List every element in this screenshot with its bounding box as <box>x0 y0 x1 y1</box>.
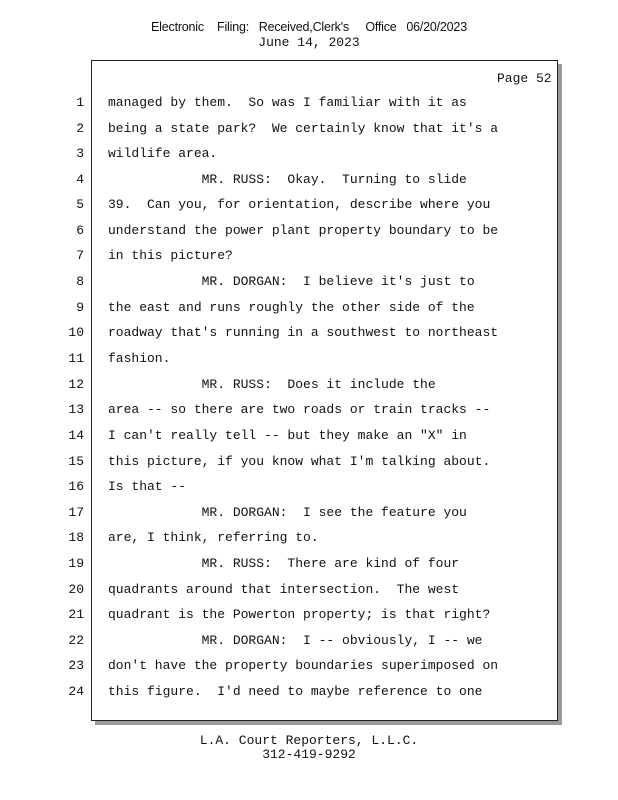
line-text: MR. RUSS: Does it include the <box>108 377 436 392</box>
line-text: managed by them. So was I familiar with it as <box>108 95 467 110</box>
line-text: quadrants around that intersection. The west <box>108 582 460 597</box>
line-text: MR. DORGAN: I see the feature you <box>108 505 467 520</box>
line-text: area -- so there are two roads or train tracks -- <box>108 402 491 417</box>
line-text: 39. Can you, for orientation, describe where you <box>108 197 491 212</box>
line-number: 21 <box>68 607 84 622</box>
line-number: 10 <box>68 325 84 340</box>
line-number: 19 <box>68 556 84 571</box>
line-text: MR. DORGAN: I believe it's just to <box>108 274 475 289</box>
line-text: MR. DORGAN: I -- obviously, I -- we <box>108 633 483 648</box>
line-text: fashion. <box>108 351 171 366</box>
line-text: I can't really tell -- but they make an "X" in <box>108 428 467 443</box>
line-number: 5 <box>76 197 84 212</box>
line-number: 18 <box>68 530 84 545</box>
line-text: this picture, if you know what I'm talking about. <box>108 454 491 469</box>
line-number: 12 <box>68 377 84 392</box>
line-number: 6 <box>76 223 84 238</box>
footer-company: L.A. Court Reporters, L.L.C. <box>199 733 419 748</box>
line-number: 13 <box>68 402 84 417</box>
line-number: 20 <box>68 582 84 597</box>
line-number: 22 <box>68 633 84 648</box>
line-text: being a state park? We certainly know that it's a <box>108 121 499 136</box>
line-number: 9 <box>76 300 84 315</box>
line-text: quadrant is the Powerton property; is that right? <box>108 607 491 622</box>
line-number: 8 <box>76 274 84 289</box>
footer-phone: 312-419-9292 <box>262 747 356 762</box>
line-number: 15 <box>68 454 84 469</box>
line-number: 24 <box>68 684 84 699</box>
line-text: MR. RUSS: Okay. Turning to slide <box>108 172 467 187</box>
line-text: MR. RUSS: There are kind of four <box>108 556 460 571</box>
line-number: 7 <box>76 248 84 263</box>
line-number: 3 <box>76 146 84 161</box>
line-text: wildlife area. <box>108 146 218 161</box>
header-date: June 14, 2023 <box>258 35 360 50</box>
line-number: 16 <box>68 479 84 494</box>
line-text: roadway that's running in a southwest to northeast <box>108 325 499 340</box>
line-number: 4 <box>76 172 84 187</box>
line-text: understand the power plant property boundary to be <box>108 223 499 238</box>
line-text: are, I think, referring to. <box>108 530 319 545</box>
line-number: 14 <box>68 428 84 443</box>
line-number: 1 <box>76 95 84 110</box>
line-text: don't have the property boundaries superimposed on <box>108 658 499 673</box>
line-text: Is that -- <box>108 479 187 494</box>
line-number: 11 <box>68 351 84 366</box>
line-text: this figure. I'd need to maybe reference to one <box>108 684 483 699</box>
line-number: 17 <box>68 505 84 520</box>
page-number: Page 52 <box>497 71 552 86</box>
filing-stamp: Electronic Filing: Received,Clerk's Office 06/20/2023 <box>151 20 467 34</box>
line-number: 23 <box>68 658 84 673</box>
line-number: 2 <box>76 121 84 136</box>
line-text: the east and runs roughly the other side of the <box>108 300 475 315</box>
line-text: in this picture? <box>108 248 233 263</box>
